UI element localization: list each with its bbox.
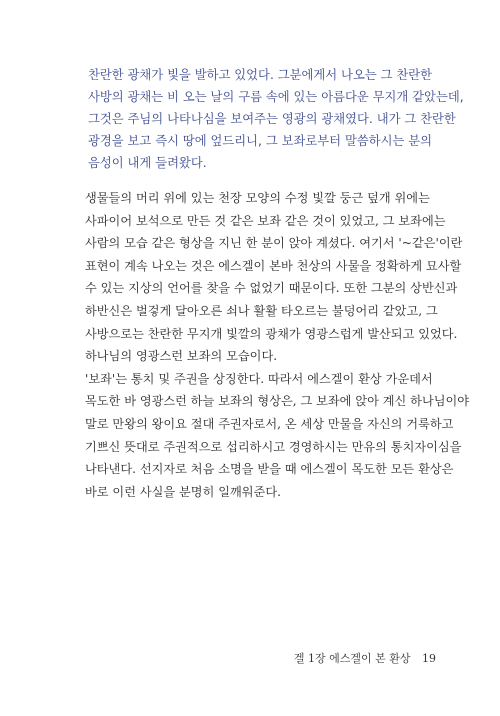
page-footer (294, 650, 436, 666)
page-number: 19 (422, 652, 436, 665)
paragraph-line: 사방으로는 찬란한 무지개 빛깔의 광채가 영광스럽게 발산되고 있었다. (85, 326, 458, 341)
paragraph-line: 생물들의 머리 위에 있는 천장 모양의 수정 빛깔 둥근 덮개 위에는 (85, 191, 430, 205)
paragraph-line: 표현이 계속 나오는 것은 에스겔이 본바 천상의 사물을 정확하게 묘사할 (85, 258, 462, 273)
running-footer-chapter: 겔 1장 에스겔이 본 환상 (293, 652, 411, 665)
quote-line: 사방의 광채는 비 오는 날의 구름 속에 있는 아름다운 무지개 같았는데, (88, 90, 464, 104)
quote-block (88, 64, 464, 174)
quote-line: 찬란한 광채가 빛을 발하고 있었다. 그분에게서 나오는 그 찬란한 (88, 68, 433, 82)
paragraph-line: 목도한 바 영광스런 하늘 보좌의 형상은, 그 보좌에 앉아 계신 하나님이야 (85, 394, 470, 409)
paragraph-line: 말로 만왕의 왕이요 절대 주권자로서, 온 세상 만물을 자신의 거룩하고 (85, 416, 454, 431)
paragraph-line: 수 있는 지상의 언어를 찾을 수 없었기 때문이다. 또한 그분의 상반신과 (85, 281, 458, 296)
quote-line: 광경을 보고 즉시 땅에 엎드리니, 그 보좌로부터 말씀하시는 분의 (88, 134, 433, 148)
paragraph-1 (85, 187, 463, 368)
paragraph-line: 하나님의 영광스런 보좌의 모습이다. (85, 349, 278, 364)
body-text (85, 187, 470, 503)
paragraph-line: 사파이어 보석으로 만든 것 같은 보좌 같은 것이 있었고, 그 보좌에는 (85, 213, 446, 228)
paragraph-line: 바로 이런 사실을 분명히 일깨워준다. (85, 484, 281, 499)
paragraph-line: 하반신은 벌겋게 달아오른 쇠나 활활 타오르는 불덩어리 같았고, 그 (85, 303, 438, 318)
paragraph-line: '보좌'는 통치 및 주권을 상징한다. 따라서 에스겔이 환상 가운데서 (85, 371, 433, 386)
paragraph-2 (85, 368, 470, 504)
paragraph-line: 나타낸다. 선지자로 처음 소명을 받을 때 에스겔이 목도한 모든 환상은 (85, 462, 454, 477)
paragraph-line: 사람의 모습 같은 형상을 지닌 한 분이 앉아 계셨다. 여기서 '~같은'이란 (85, 236, 463, 251)
quote-line: 그것은 주님의 나타나심을 보여주는 영광의 광채였다. 내가 그 찬란한 (88, 112, 456, 126)
quote-line: 음성이 내게 들려왔다. (88, 156, 207, 170)
paragraph-line: 기쁘신 뜻대로 주권적으로 섭리하시고 경영하시는 만유의 통치자이심을 (85, 439, 462, 454)
